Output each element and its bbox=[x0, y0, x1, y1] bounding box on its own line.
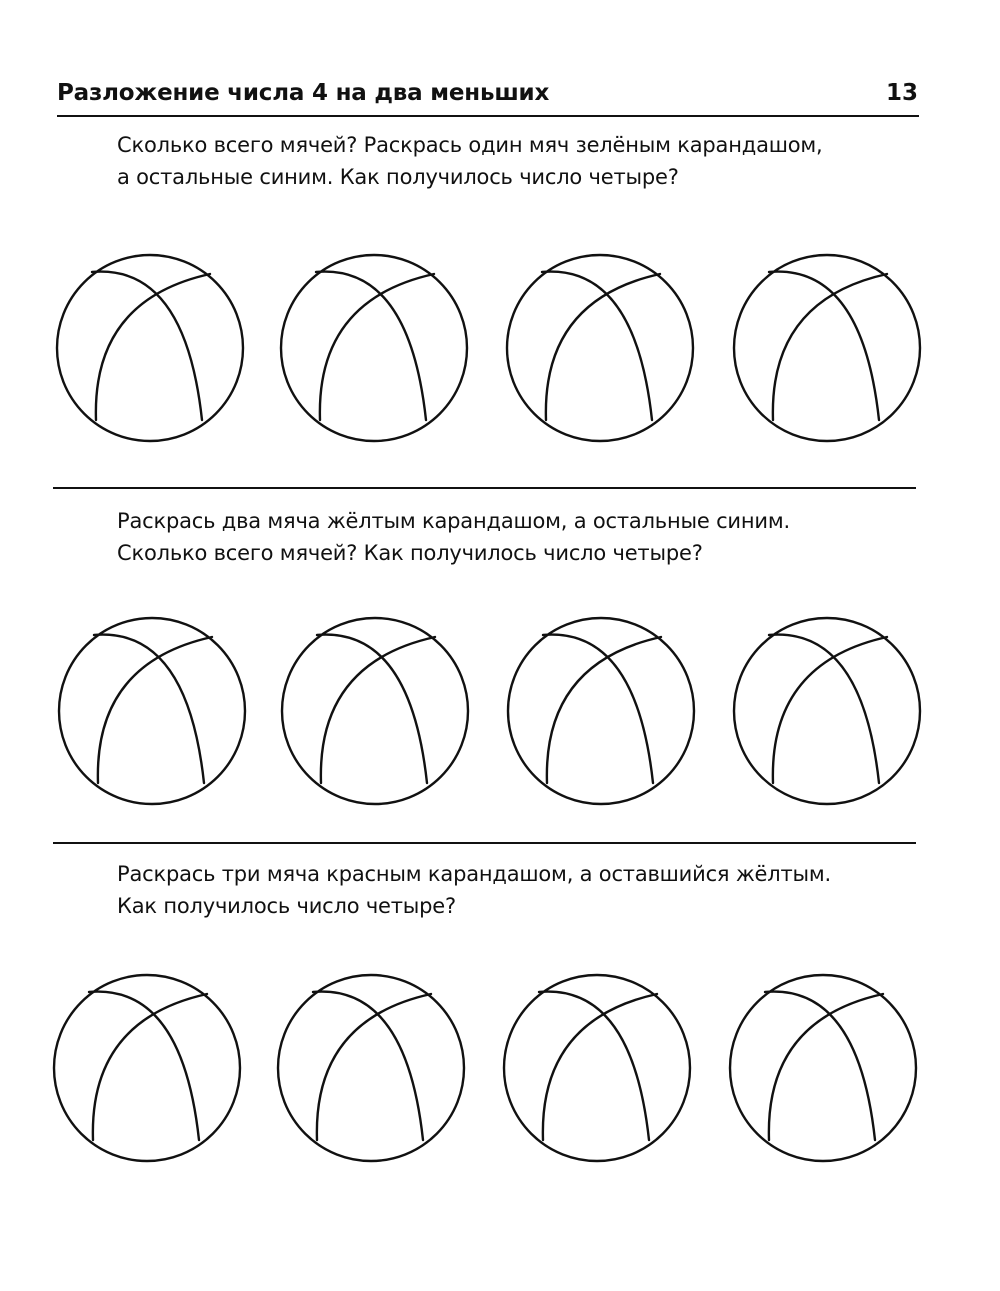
task-3-instruction bbox=[117, 858, 831, 922]
ball-outline bbox=[281, 255, 467, 441]
ball-outline bbox=[734, 255, 920, 441]
task-1-instruction bbox=[117, 129, 823, 193]
page-number: 13 bbox=[885, 80, 918, 106]
ball-outline bbox=[504, 975, 690, 1161]
ball-icon[interactable] bbox=[504, 252, 696, 444]
ball-icon[interactable] bbox=[505, 615, 697, 807]
ball-icon[interactable] bbox=[727, 972, 919, 1164]
ball-icon[interactable] bbox=[278, 252, 470, 444]
ball-outline bbox=[282, 618, 468, 804]
ball-icon[interactable] bbox=[731, 615, 923, 807]
ball-icon[interactable] bbox=[56, 615, 248, 807]
ball-icon[interactable] bbox=[275, 972, 467, 1164]
ball-outline bbox=[730, 975, 916, 1161]
instruction-line: Раскрась два мяча жёлтым карандашом, а остальные синим. bbox=[117, 509, 790, 533]
ball-icon[interactable] bbox=[54, 252, 246, 444]
ball-outline bbox=[734, 618, 920, 804]
ball-outline bbox=[57, 255, 243, 441]
instruction-line: а остальные синим. Как получилось число четыре? bbox=[117, 165, 679, 189]
ball-outline bbox=[54, 975, 240, 1161]
page-title: Разложение числа 4 на два меньших bbox=[57, 80, 550, 106]
instruction-line: Сколько всего мячей? Раскрась один мяч зелёным карандашом, bbox=[117, 133, 823, 157]
ball-outline bbox=[278, 975, 464, 1161]
section-divider bbox=[53, 842, 916, 844]
instruction-line: Раскрась три мяча красным карандашом, а оставшийся жёлтым. bbox=[117, 862, 832, 886]
ball-outline bbox=[507, 255, 693, 441]
section-divider bbox=[53, 487, 916, 489]
instruction-line: Как получилось число четыре? bbox=[117, 894, 456, 918]
ball-icon[interactable] bbox=[501, 972, 693, 1164]
instruction-line: Сколько всего мячей? Как получилось число четыре? bbox=[117, 541, 703, 565]
header-rule bbox=[57, 115, 919, 117]
ball-icon[interactable] bbox=[51, 972, 243, 1164]
task-2-instruction bbox=[117, 505, 790, 569]
ball-outline bbox=[59, 618, 245, 804]
ball-icon[interactable] bbox=[279, 615, 471, 807]
ball-outline bbox=[508, 618, 694, 804]
ball-icon[interactable] bbox=[731, 252, 923, 444]
